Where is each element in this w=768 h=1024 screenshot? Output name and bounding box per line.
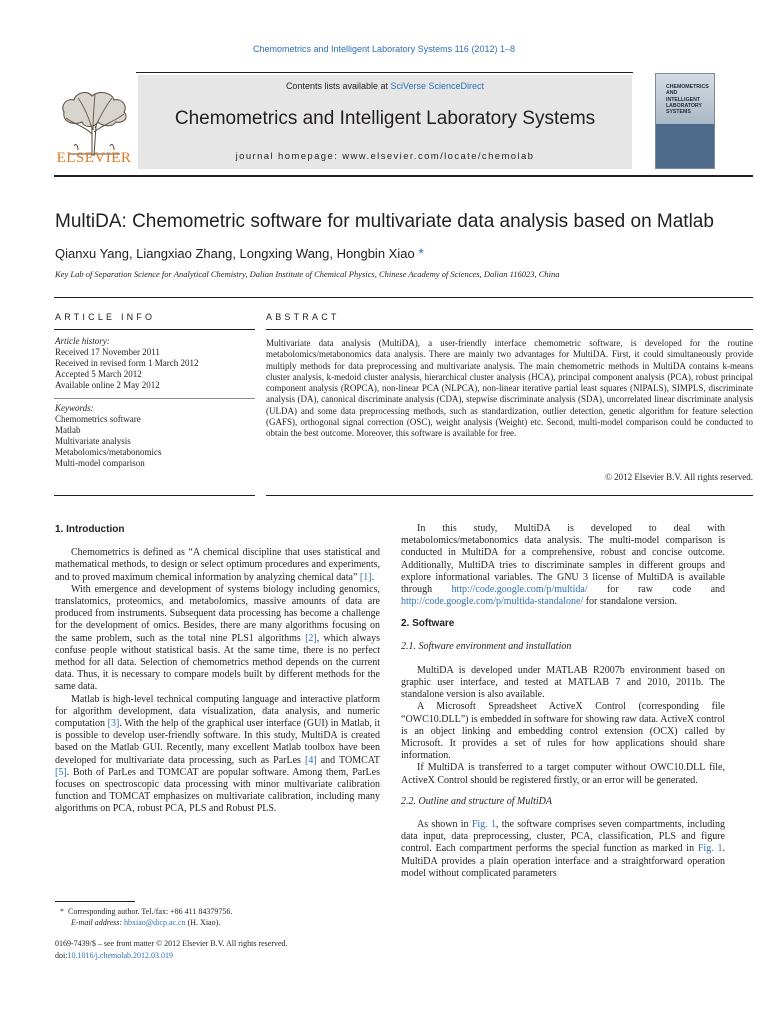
journal-citation[interactable]: Chemometrics and Intelligent Laboratory Systems 116 (2012) 1–8 [253, 44, 515, 54]
footnote-rule [55, 901, 135, 902]
ref-5[interactable]: [5] [55, 766, 67, 778]
ref-2[interactable]: [2] [305, 632, 317, 644]
keywords-rule [54, 398, 255, 399]
structure-paragraph: As shown in Fig. 1, the software comprises seven compartments, including data input, data preprocessing, cluster, PCA, classification, PLS and figure control. Each compartment performs the special function as marked in Fig. 1. MultiDA provides a plain operation interface and a straightforward operation model without complicated parameters [401, 819, 726, 879]
cover-band [656, 124, 714, 168]
corresponding-author-note: Corresponding author. Tel./fax: +86 411 84379756. [68, 907, 233, 916]
abstract-copyright: © 2012 Elsevier B.V. All rights reserved. [605, 472, 753, 482]
article-title: MultiDA: Chemometric software for multivariate data analysis based on Matlab [55, 211, 714, 232]
right-column [401, 523, 725, 880]
elsevier-wordmark: ELSEVIER [56, 150, 132, 166]
article-info-rule [54, 329, 255, 330]
ref-1[interactable]: [1] [359, 571, 372, 583]
keywords: Keywords: Chemometrics software Matlab Multivariate analysis Metabolomics/metabonomics Multi-model comparison [55, 403, 162, 468]
abstract-rule [266, 329, 753, 330]
doi-link[interactable]: 10.1016/j.chemolab.2012.03.019 [67, 951, 173, 960]
issn-line: 0169-7439/$ – see front matter © 2012 Elsevier B.V. All rights reserved. [55, 939, 288, 948]
footnote-mark: * [60, 907, 64, 916]
info-bottom-rule [54, 495, 255, 496]
intro-paragraph-1: Chemometrics is defined as “A chemical discipline that uses statistical and mathematical methods, to design or select optimum procedures and experiments, and to proved maximum chemical information by analyzing chemical data” [1]. [55, 547, 380, 583]
software-paragraph-1: MultiDA is developed under MATLAB R2007b environment based on graphic user interface, and tested at MATLAB 7 and 2010, 2011b. The standalone version is also available. [401, 664, 725, 701]
abstract-text: Multivariate data analysis (MultiDA), a user-friendly interface chemometric software, is developed for the routine metabolomics/metabonomics data analysis. There are mainly two advantages for MultiDA. First, it could simultaneously provide multiply methods for data preprocessing and multivariate analysis. The main chemometric methods in MultiDA contains k-means cluster analysis, k-medoid cluster analysis, hierarchical cluster analysis (HCA), principal component analysis (PCA), robust principal component analysis (ROPCA), non-linear PCA (NLPCA), non-linear iterative partial least squares (NIPALS), SIMPLS, discriminate analysis (DA), canonical discriminate analysis (CDA), stepwise discriminate analysis (SDA), uncorrelated linear discriminate analysis (ULDA) and some data preprocessing methods, such as standardization, outlier detection, genetic algorithm for feature selection (GAFS), orthogonal signal correction (OSC), weight analysis (Weight) etc. Second, multi-model comparison could be conducted to obtain the best outcome. Moreover, this software is available for free. [266, 338, 753, 439]
fig-1-ref-a[interactable]: Fig. 1 [471, 819, 496, 831]
software-paragraph-3: If MultiDA is transferred to a target computer without OWC10.DLL file, ActiveX Control should be registered firstly, or an error will be generated. [401, 762, 725, 786]
right-paragraph-1: In this study, MultiDA is developed to deal with metabolomics/metabonomics data analysis. The multi-model comparison is conducted in MultiDA for a comprehensive, robust and concise outcome. Additionally, MultiDA tries to discriminate samples in different groups and explore informational variables. The GNU 3 license of MultiDA is available through http://code.google.com/p/multida/ for raw code and http://code.google.com/p/multida-standalone/ for standalone version. [401, 523, 726, 608]
fig-1-ref-b[interactable]: Fig. 1 [697, 843, 723, 855]
abstract-bottom-rule [266, 495, 753, 496]
info-top-rule [54, 297, 753, 298]
url-multida-standalone[interactable]: http://code.google.com/p/multida-standalone/ [401, 596, 584, 608]
corresponding-author-mark[interactable]: * [418, 245, 424, 261]
header-bottom-rule [54, 175, 753, 177]
software-paragraph-2: A Microsoft Spreadsheet ActiveX Control (corresponding file “OWC10.DLL”) is embedded in software for showing raw data. ActiveX control is an object linking and embedding control extension (OCX) called by Microsoft. It provides a set of rules for how applications should share information. [401, 701, 725, 762]
email-link[interactable]: hbxiao@dicp.ac.cn [124, 917, 186, 927]
abstract-heading: ABSTRACT [266, 312, 340, 322]
cover-title: CHEMOMETRICS AND INTELLIGENT LABORATORY SYSTEMS [666, 84, 709, 116]
ref-3[interactable]: [3] [107, 718, 120, 730]
subsection-2-1-heading: 2.1. Software environment and installation [401, 640, 572, 652]
journal-header-box [138, 75, 632, 169]
software-heading: 2. Software [401, 618, 455, 630]
article-authors: Qianxu Yang, Liangxiao Zhang, Longxing Wang, Hongbin Xiao * [55, 245, 424, 261]
journal-title: Chemometrics and Intelligent Laboratory Systems [174, 108, 596, 129]
intro-paragraph-3: Matlab is high-level technical computing language and interactive platform for algorithm development, data visualization, data analysis, and numeric computation [3]. With the help of the graphical user interface (GUI) in Matlab, it is possible to develop user-friendly software. In this study, MultiDA is created based on the Matlab GUI. Recently, many excellent Matlab toolbox have been developed for multivariate data processing, such as ParLes [4] and TOMCAT [5]. Both of ParLes and TOMCAT are popular software. Among them, ParLes focuses on spectroscopic data processing with minor multivariate calibration function and TOMCAT emphasizes on multivariate calibration, including many algorithms on PCA, robust PCA, PLS and Robust PLS. [55, 693, 380, 815]
sciencedirect-link[interactable]: SciVerse ScienceDirect [390, 81, 485, 91]
intro-paragraph-2: With emergence and development of systems biology including genomics, translatomics, proteomics, and metabolomics, massive amounts of data are produced from instruments. Subsequent data processing has become a challenge for the development of omics. Besides, there are many algorithms focusing on the same problem, such as the total nine PLS1 algorithms [2], which always confuse people without statistical basis. At the same time, there is no perfect method for all data. Selection of chemometrics method depends on the current data. Thus, it is necessary to compare models built by different methods for the same data. [55, 583, 380, 693]
header-top-rule [136, 72, 633, 73]
contents-line: Contents lists available at SciVerse ScienceDirect [285, 81, 485, 91]
introduction-heading: 1. Introduction [55, 524, 125, 535]
ref-4[interactable]: [4] [304, 754, 317, 766]
journal-homepage[interactable]: journal homepage: www.elsevier.com/locate/chemolab [235, 151, 535, 162]
subsection-2-2-heading: 2.2. Outline and structure of MultiDA [401, 795, 553, 807]
url-multida[interactable]: http://code.google.com/p/multida/ [451, 584, 588, 596]
affiliation: Key Lab of Separation Science for Analytical Chemistry, Dalian Institute of Chemical Physics, Chinese Academy of Sciences, Dalian 116023, China [55, 269, 560, 279]
article-history: Article history: Received 17 November 2011 Received in revised form 1 March 2012 Accepted 5 March 2012 Available online 2 May 2012 [55, 336, 199, 390]
article-info-heading: ARTICLE INFO [55, 312, 156, 322]
footnotes: * Corresponding author. Tel./fax: +86 411 84379756. E-mail address: hbxiao@dicp.ac.cn (H. Xiao). [60, 907, 233, 927]
left-column [55, 524, 380, 816]
journal-cover-image [655, 73, 715, 169]
doi-line: doi:10.1016/j.chemolab.2012.03.019 [55, 951, 173, 960]
